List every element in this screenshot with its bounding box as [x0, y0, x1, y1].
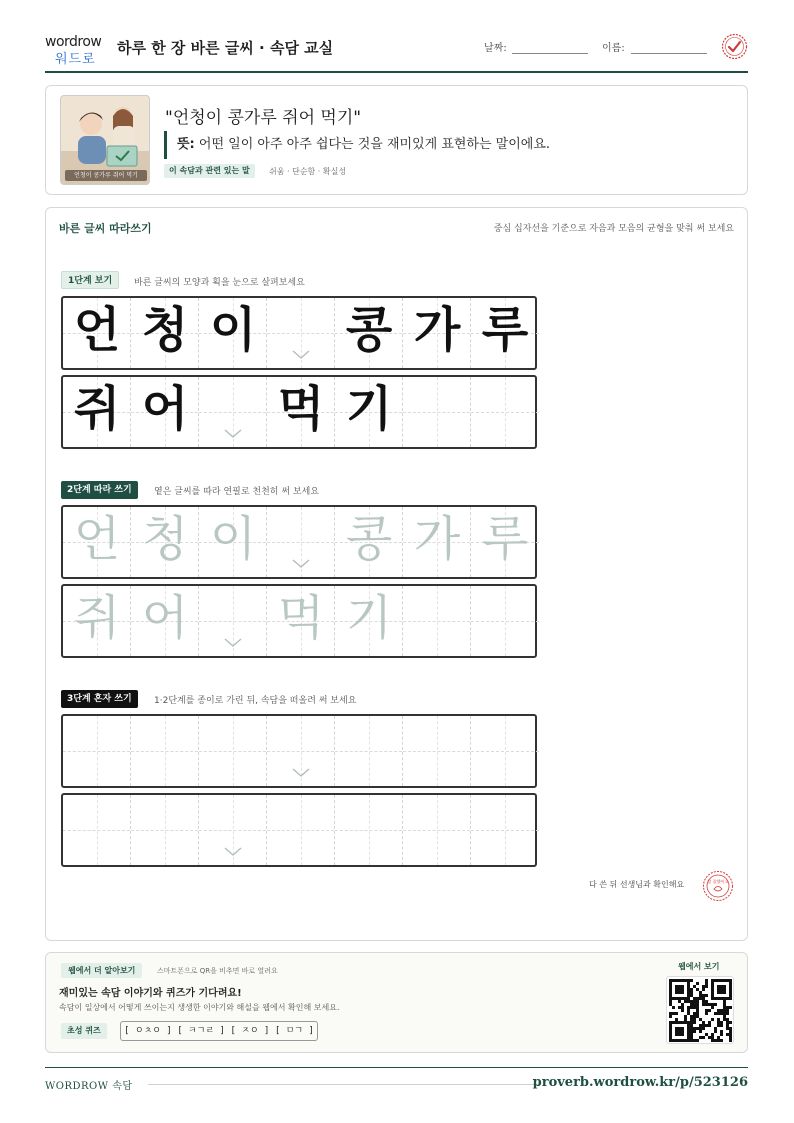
guide-line-vertical [437, 586, 438, 656]
writing-row [61, 375, 537, 449]
web-more-note: 스마트폰으로 QR을 비추면 바로 열려요 [157, 967, 278, 975]
writing-cell [131, 377, 199, 447]
space-mark-icon [224, 429, 242, 439]
writing-cell [471, 377, 539, 447]
writing-row[interactable] [61, 793, 537, 867]
page-title: 하루 한 장 바른 글씨 · 속담 교실 [117, 39, 334, 57]
space-mark-icon [292, 768, 310, 778]
teacher-check-note: 다 쓴 뒤 선생님과 확인해요 [589, 880, 685, 889]
initial-quiz-label: 초성 퀴즈 [61, 1023, 107, 1039]
writing-cell [471, 298, 539, 368]
writing-cell [267, 298, 335, 368]
hangul-character: 루 [481, 511, 529, 567]
hangul-character: 기 [345, 381, 393, 437]
guide-line-vertical [505, 795, 506, 865]
web-headline: 재미있는 속담 이야기와 퀴즈가 기다려요! [59, 988, 242, 999]
writing-cell[interactable] [131, 507, 199, 577]
writing-cell[interactable] [199, 716, 267, 786]
guide-line-vertical [505, 716, 506, 786]
hangul-character: 쥐 [73, 590, 121, 646]
writing-cell[interactable] [267, 507, 335, 577]
date-field[interactable] [512, 53, 588, 54]
writing-cell[interactable] [63, 507, 131, 577]
teacher-stamp-text: 참 잘했어요 [707, 879, 729, 884]
writing-cell[interactable] [471, 507, 539, 577]
proverb-meaning [164, 131, 550, 159]
illustration-caption: 언청이 콩가루 쥐어 먹기 [65, 170, 147, 181]
qr-code[interactable] [666, 976, 734, 1044]
guide-line-vertical [369, 716, 370, 786]
guide-line-vertical [437, 795, 438, 865]
space-mark-icon [224, 638, 242, 648]
writing-cell[interactable] [403, 795, 471, 865]
handwriting-practice-section [45, 207, 748, 941]
hangul-character: 어 [141, 381, 189, 437]
writing-cell [335, 298, 403, 368]
footer-brand: WORDROW 속담 [45, 1081, 133, 1092]
writing-cell[interactable] [335, 586, 403, 656]
writing-cell[interactable] [471, 716, 539, 786]
teacher-stamp-icon [702, 870, 734, 902]
hangul-character: 콩 [345, 302, 393, 358]
page-header [45, 30, 748, 73]
writing-cell[interactable] [131, 795, 199, 865]
writing-cell [199, 298, 267, 368]
guide-line-vertical [233, 716, 234, 786]
writing-cell[interactable] [471, 795, 539, 865]
guide-line-vertical [505, 377, 506, 447]
writing-cell[interactable] [199, 507, 267, 577]
initial-quiz-value: [ ㅇㅊㅇ ] [ ㅋㄱㄹ ] [ ㅈㅇ ] [ ㅁㄱ ] [120, 1021, 318, 1041]
writing-cell[interactable] [199, 586, 267, 656]
guide-line-vertical [369, 795, 370, 865]
step-3-description: 1·2단계를 종이로 가린 뒤, 속담을 떠올려 써 보세요 [154, 696, 357, 706]
writing-cell[interactable] [63, 795, 131, 865]
writing-row[interactable] [61, 714, 537, 788]
writing-cell[interactable] [267, 586, 335, 656]
writing-row[interactable] [61, 505, 537, 579]
proverb-title: "언청이 콩가루 쥐어 먹기" [165, 108, 362, 128]
guide-line-vertical [437, 377, 438, 447]
guide-line-vertical [165, 716, 166, 786]
name-field[interactable] [631, 53, 707, 54]
related-words-value: 쉬움 · 단순함 · 확실성 [269, 167, 347, 176]
space-mark-icon [224, 847, 242, 857]
writing-cell[interactable] [131, 586, 199, 656]
space-mark-icon [292, 350, 310, 360]
writing-cell[interactable] [335, 795, 403, 865]
footer-url[interactable]: proverb.wordrow.kr/p/523126 [532, 1075, 748, 1090]
writing-cell[interactable] [63, 586, 131, 656]
writing-cell[interactable] [63, 716, 131, 786]
guide-line-vertical [165, 795, 166, 865]
writing-cell [267, 377, 335, 447]
step-2-badge: 2단계 따라 쓰기 [61, 481, 138, 499]
practice-hint: 중심 십자선을 기준으로 자음과 모음의 균형을 맞춰 써 보세요 [493, 224, 734, 234]
step-2-description: 옅은 글씨를 따라 연필로 천천히 써 보세요 [154, 487, 319, 497]
related-words-tag: 이 속담과 관련 있는 말 [164, 164, 255, 178]
qr-code-icon [667, 977, 733, 1043]
writing-cell[interactable] [131, 716, 199, 786]
meaning-text: 어떤 일이 아주 아주 쉽다는 것을 재미있게 표현하는 말이에요. [198, 137, 551, 152]
writing-cell [131, 298, 199, 368]
step-3-badge: 3단계 혼자 쓰기 [61, 690, 138, 708]
web-more-tag: 웹에서 더 알아보기 [61, 963, 142, 978]
logo-top-text: wordrow [45, 34, 102, 50]
proverb-card [45, 85, 748, 195]
hangul-character: 가 [413, 511, 461, 567]
hangul-character: 기 [345, 590, 393, 646]
guide-line-vertical [97, 795, 98, 865]
writing-row[interactable] [61, 584, 537, 658]
guide-line-vertical [437, 716, 438, 786]
guide-line-vertical [505, 586, 506, 656]
practice-title: 바른 글씨 따라쓰기 [59, 222, 152, 235]
writing-row [61, 296, 537, 370]
writing-cell[interactable] [267, 795, 335, 865]
space-mark-icon [292, 559, 310, 569]
page-footer [45, 1067, 748, 1097]
guide-line-vertical [301, 795, 302, 865]
date-label: 날짜: [484, 43, 507, 54]
step-1-description: 바른 글씨의 모양과 획을 눈으로 살펴보세요 [134, 278, 305, 288]
writing-cell[interactable] [199, 795, 267, 865]
hangul-character: 이 [209, 511, 257, 567]
writing-cell[interactable] [403, 716, 471, 786]
hangul-character: 먹 [277, 590, 325, 646]
writing-cell [199, 377, 267, 447]
hangul-character: 먹 [277, 381, 325, 437]
hangul-character: 가 [413, 302, 461, 358]
check-stamp-icon [721, 33, 748, 60]
hangul-character: 청 [141, 511, 189, 567]
name-label: 이름: [602, 43, 625, 54]
step-1-badge: 1단계 보기 [61, 271, 119, 289]
web-view-label: 웹에서 보기 [678, 962, 720, 971]
writing-cell[interactable] [471, 586, 539, 656]
hangul-character: 언 [73, 302, 121, 358]
web-more-section [45, 952, 748, 1053]
wordrow-logo [45, 34, 107, 67]
hangul-character: 쥐 [73, 381, 121, 437]
writing-cell [403, 377, 471, 447]
meaning-label: 뜻: [177, 137, 195, 152]
writing-cell[interactable] [403, 507, 471, 577]
footer-divider [148, 1084, 538, 1085]
web-description: 속담이 일상에서 어떻게 쓰이는지 생생한 이야기와 해설을 웹에서 확인해 보세요. [59, 1003, 340, 1012]
hangul-character: 루 [481, 302, 529, 358]
writing-cell[interactable] [267, 716, 335, 786]
hangul-character: 어 [141, 590, 189, 646]
proverb-illustration [60, 95, 150, 185]
writing-cell [335, 377, 403, 447]
hangul-character: 이 [209, 302, 257, 358]
writing-cell[interactable] [403, 586, 471, 656]
hangul-character: 콩 [345, 511, 393, 567]
writing-cell[interactable] [335, 716, 403, 786]
hangul-character: 청 [141, 302, 189, 358]
logo-bottom-text: 워드로 [55, 52, 96, 67]
writing-cell [63, 298, 131, 368]
guide-line-vertical [97, 716, 98, 786]
writing-cell[interactable] [335, 507, 403, 577]
writing-cell [63, 377, 131, 447]
writing-cell [403, 298, 471, 368]
hangul-character: 언 [73, 511, 121, 567]
